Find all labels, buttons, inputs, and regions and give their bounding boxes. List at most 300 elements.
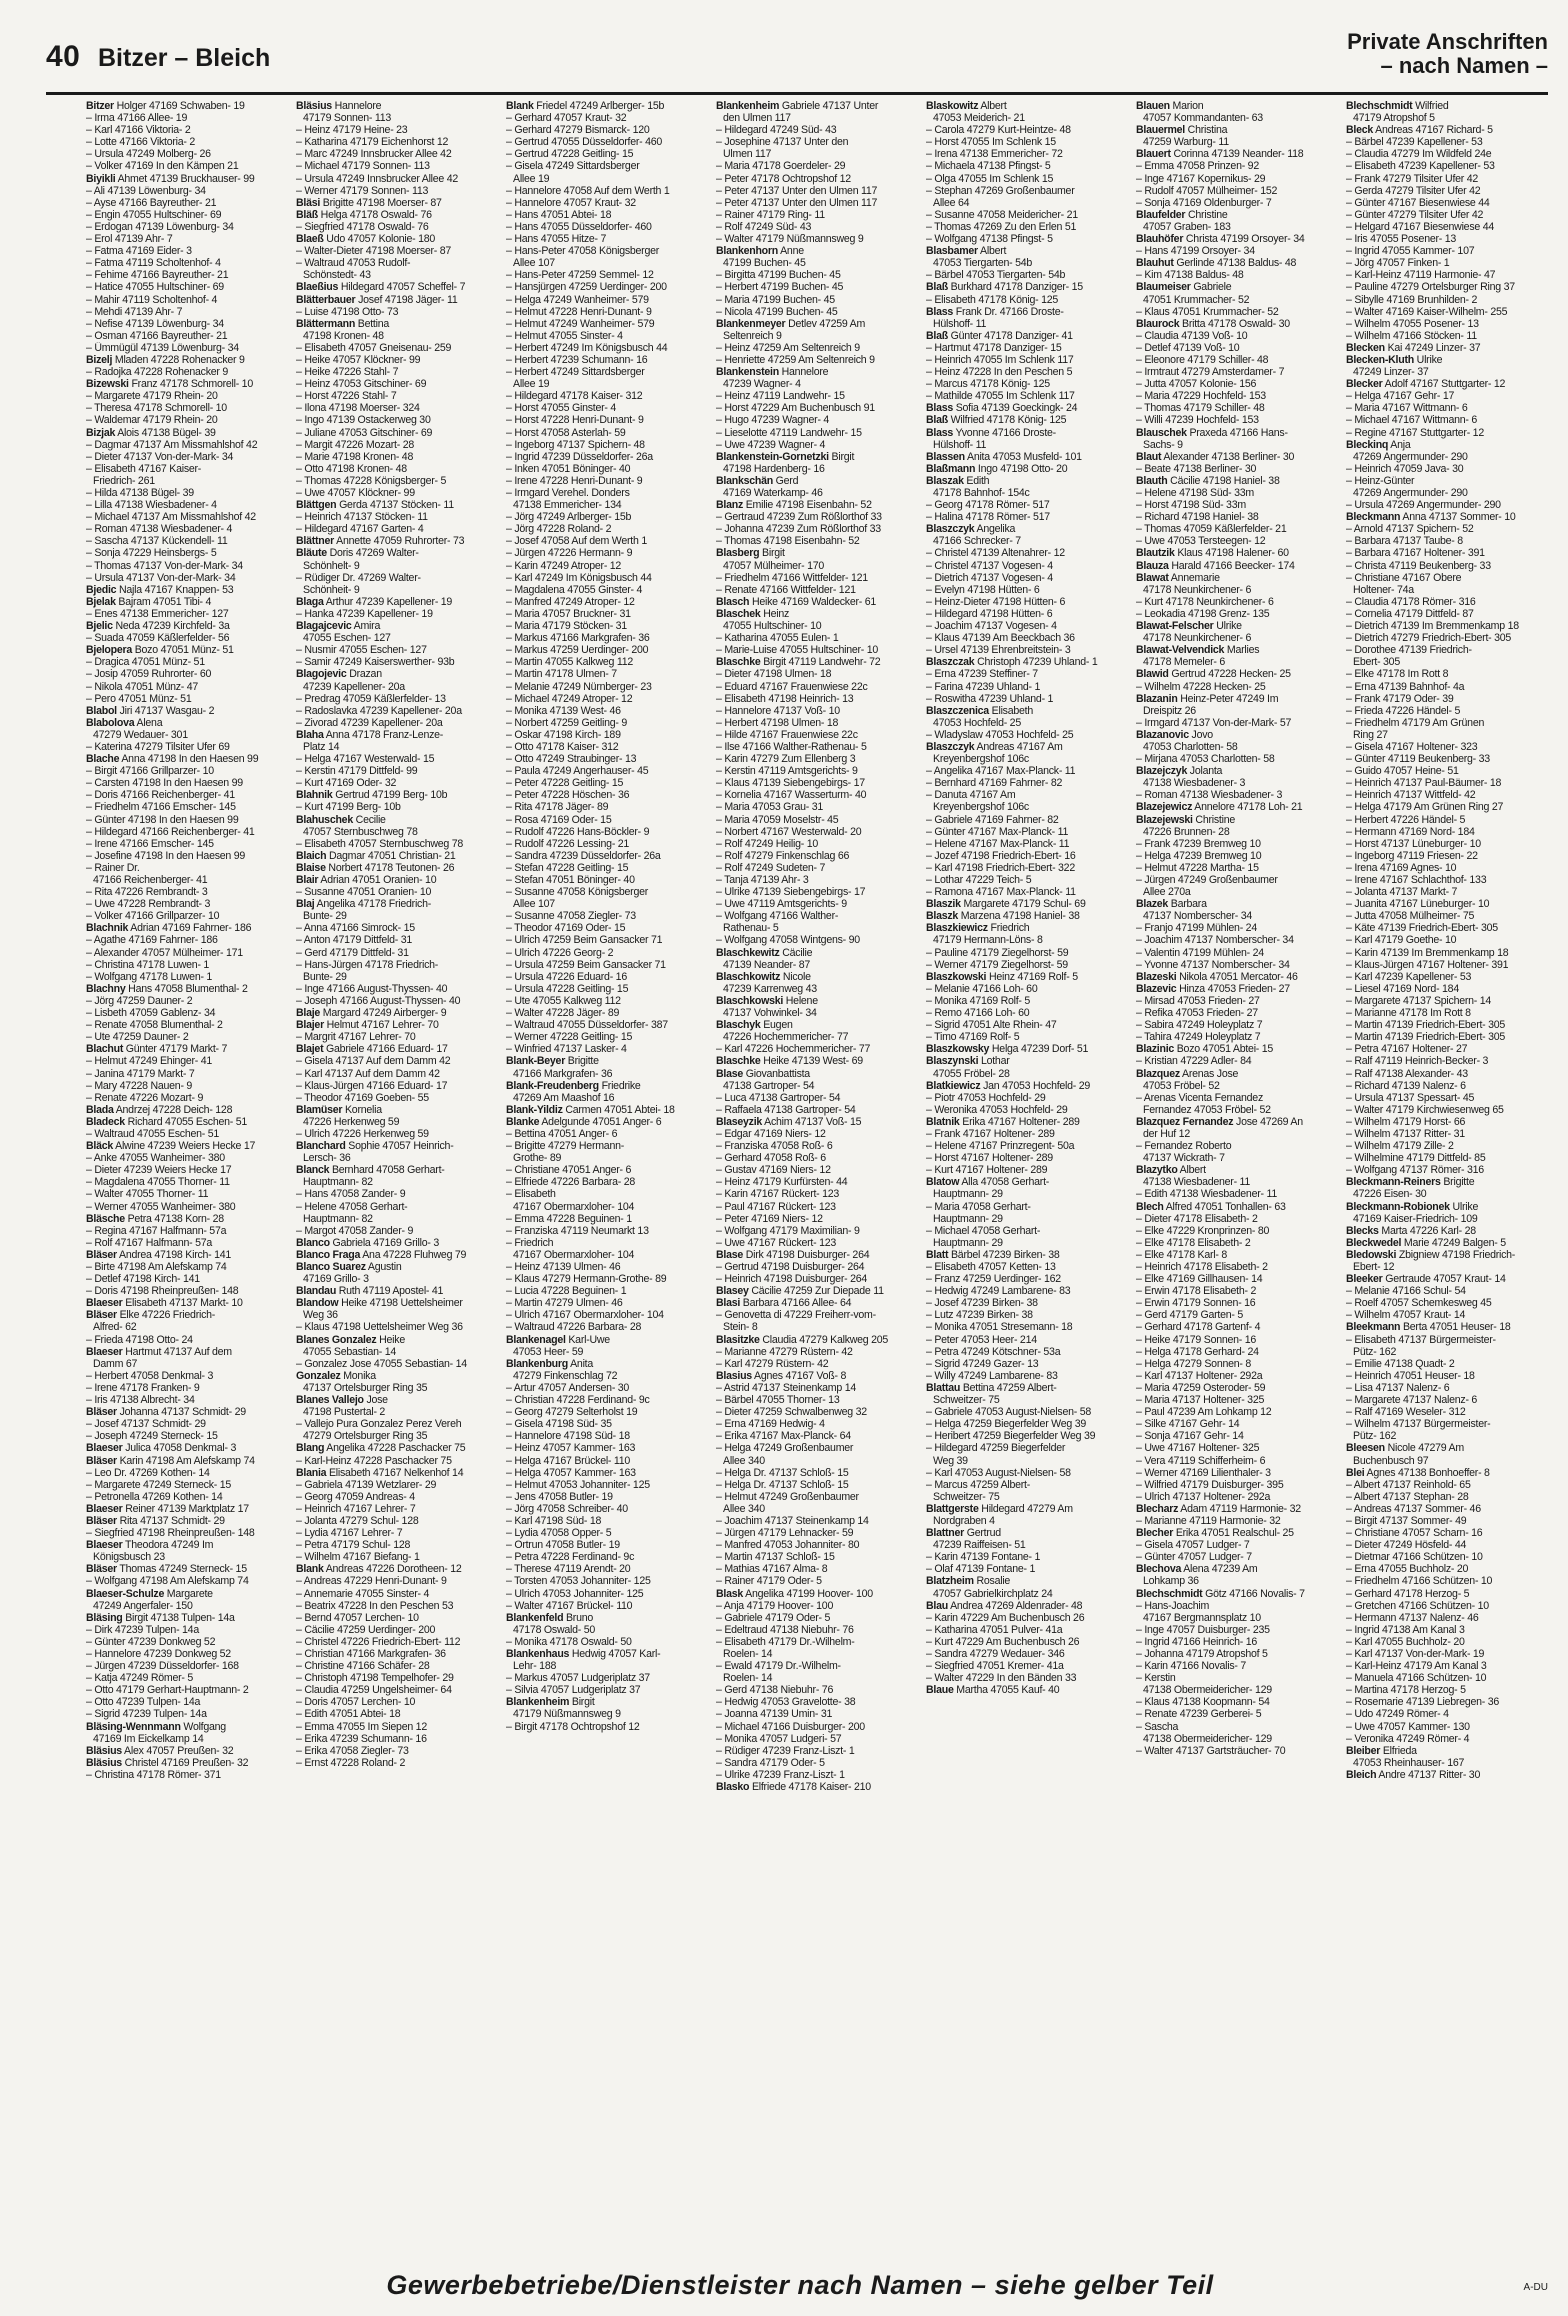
entry-details: – Wolfgang 47198 Am Alefskamp 74: [86, 1575, 249, 1588]
entry-details: – Claudia 47178 Römer- 316: [1346, 595, 1476, 608]
entry-details: Hedwig 47057 Karl-: [569, 1648, 661, 1660]
directory-entry: [1346, 959, 1546, 971]
entry-details: – Kurt 47167 Holtener- 289: [926, 1164, 1048, 1177]
directory-entry: [506, 1515, 706, 1527]
entry-details: – Uwe 47167 Holtener- 325: [1136, 1442, 1260, 1455]
entry-details: Annette 47059 Ruhrorter- 73: [334, 535, 465, 548]
entry-details: – Christina 47178 Römer- 371: [86, 1768, 221, 1781]
directory-entry: [1346, 1382, 1546, 1394]
entry-details: Birgit 47138 Tulpen- 14a: [122, 1611, 235, 1624]
entry-details: Ruth 47119 Apostel- 41: [336, 1285, 444, 1298]
directory-entry: [1346, 1309, 1546, 1321]
directory-entry: [716, 1285, 916, 1297]
directory-entry: [86, 1684, 286, 1696]
entry-details: – Thomas 47269 Zu den Erlen 51: [926, 220, 1077, 233]
directory-column-7: [1346, 100, 1546, 2260]
directory-entry: [1136, 1394, 1336, 1406]
entry-surname: Blaeser: [86, 1297, 123, 1310]
directory-entry: [1346, 1140, 1546, 1152]
directory-entry: [926, 173, 1126, 185]
entry-details: – Uwe 47119 Amtsgerichts- 9: [716, 898, 847, 911]
entry-details: Angelika 47178 Friedrich-: [314, 898, 432, 911]
entry-details: – Hans 47055 Hitze- 7: [506, 233, 607, 246]
directory-entry: [296, 850, 496, 862]
directory-entry: [926, 1104, 1126, 1116]
entry-details: – Horst 47226 Stahl- 7: [296, 390, 397, 403]
directory-entry: [506, 765, 706, 777]
directory-entry: [716, 173, 916, 185]
entry-surname: Blaschkowski: [716, 994, 784, 1007]
entry-details: – Herbert 47249 Sittardsberger: [506, 366, 645, 379]
entry-details: – Friedrich: [506, 1236, 554, 1249]
directory-entry: [296, 354, 496, 366]
directory-entry: [716, 1648, 916, 1660]
entry-details: – Silke 47167 Gehr- 14: [1136, 1418, 1240, 1431]
directory-entry: [296, 269, 496, 281]
directory-entry: [506, 1455, 706, 1467]
entry-details: – Christina 47178 Luwen- 1: [86, 958, 210, 971]
directory-entry: [1346, 1213, 1546, 1225]
directory-entry: [1136, 511, 1336, 523]
entry-details: – Katja 47249 Römer- 5: [86, 1672, 193, 1685]
directory-entry: [86, 1358, 286, 1370]
directory-entry: [506, 233, 706, 245]
directory-entry: [716, 1696, 916, 1708]
entry-details: – Wolfgang 47137 Römer- 316: [1346, 1164, 1484, 1177]
entry-details: – Jozef 47198 Friedrich-Ebert- 16: [926, 849, 1076, 862]
entry-details: Hinza 47053 Frieden- 27: [1176, 982, 1290, 995]
entry-details: – Bärbel 47055 Thorner- 13: [716, 1394, 840, 1407]
entry-surname: Bizelj: [86, 353, 113, 366]
entry-surname: Bläsius: [86, 1744, 122, 1757]
directory-entry: [506, 1588, 706, 1600]
entry-details: – Franz 47259 Uerdinger- 162: [926, 1273, 1061, 1286]
directory-entry: [1346, 1648, 1546, 1660]
entry-details: – Elisabeth 47057 Sternbuschweg 78: [296, 837, 464, 850]
entry-details: Karl-Uwe: [565, 1333, 610, 1346]
entry-surname: Blahuschek: [296, 813, 353, 826]
entry-surname: Blankenburg: [506, 1357, 568, 1370]
directory-entry: [716, 463, 916, 475]
entry-details: – Irena 47169 Agnes- 10: [1346, 861, 1457, 874]
entry-surname: Blattau: [926, 1381, 961, 1394]
entry-details: Amira: [351, 620, 381, 633]
entry-details: – Theodor 47169 Oder- 15: [506, 922, 626, 935]
entry-details: – Mathias 47167 Alma- 8: [716, 1563, 828, 1576]
directory-entry: [296, 390, 496, 402]
entry-details: – Otto 47239 Tulpen- 14a: [86, 1696, 201, 1709]
directory-entry: [926, 1660, 1126, 1672]
entry-details: Weg 36: [303, 1309, 338, 1322]
directory-entry: [296, 1104, 496, 1116]
directory-entry: [86, 1394, 286, 1406]
directory-entry: [86, 1055, 286, 1067]
entry-surname: Blankenmeyer: [716, 317, 786, 330]
directory-entry: [926, 777, 1126, 789]
directory-entry: [1346, 197, 1546, 209]
directory-entry: [296, 1128, 496, 1140]
entry-details: – Lisa 47137 Nalenz- 6: [1346, 1381, 1450, 1394]
directory-entry: [506, 366, 706, 378]
directory-entry: [86, 402, 286, 414]
directory-entry: [1346, 245, 1546, 257]
entry-details: – Detlef 47198 Kirch- 141: [86, 1273, 200, 1286]
directory-entry: [296, 1358, 496, 1370]
directory-entry: [716, 838, 916, 850]
entry-surname: Blaß: [926, 329, 948, 342]
entry-details: 47057 Kommandanten- 63: [1143, 112, 1263, 125]
entry-details: – Waltraud 47055 Eschen- 51: [86, 1127, 220, 1140]
directory-entry: [716, 934, 916, 946]
entry-details: – Marianne 47279 Rüstern- 42: [716, 1345, 853, 1358]
entry-details: – Hildegard 47259 Biegerfelder: [926, 1442, 1066, 1455]
entry-details: – Erna 47239 Steffiner- 7: [926, 668, 1038, 681]
directory-entry: [1136, 451, 1336, 463]
directory-entry: [716, 306, 916, 318]
directory-entry: [86, 112, 286, 124]
directory-entry: [1346, 668, 1546, 680]
directory-entry: [926, 427, 1126, 439]
directory-entry: [86, 1672, 286, 1684]
directory-entry: [1346, 173, 1546, 185]
entry-details: Adam 47119 Harmonie- 32: [1178, 1502, 1301, 1515]
entry-details: Lohkamp 36: [1143, 1575, 1199, 1588]
entry-surname: Bleckmann: [1346, 511, 1401, 524]
entry-details: Lothar: [978, 1055, 1010, 1068]
entry-details: – Eleonore 47179 Schiller- 48: [1136, 353, 1269, 366]
directory-entry: [506, 342, 706, 354]
directory-entry: [296, 1708, 496, 1720]
entry-surname: Bleesen: [1346, 1442, 1385, 1455]
directory-entry: [1346, 1708, 1546, 1720]
entry-details: – Maria 47137 Holtener- 325: [1136, 1394, 1265, 1407]
directory-entry: [296, 644, 496, 656]
directory-entry: [296, 1442, 496, 1454]
directory-entry: [1136, 850, 1336, 862]
directory-entry: [86, 656, 286, 668]
directory-entry: [296, 185, 496, 197]
entry-details: – Franjo 47199 Mühlen- 24: [1136, 922, 1257, 935]
entry-details: – Albert 47137 Stephan- 28: [1346, 1490, 1469, 1503]
directory-entry: [926, 620, 1126, 632]
entry-details: Harald 47166 Beecker- 174: [1168, 559, 1295, 572]
directory-entry: [296, 1043, 496, 1055]
directory-entry: [1136, 789, 1336, 801]
entry-details: – Peter 47228 Geitling- 15: [506, 777, 624, 790]
directory-entry: [716, 209, 916, 221]
entry-details: 47169 Grillo- 3: [303, 1273, 369, 1286]
directory-entry: [926, 1273, 1126, 1285]
directory-entry: [86, 789, 286, 801]
entry-details: – Rudolf 47226 Lessing- 21: [506, 837, 630, 850]
directory-entry: [506, 1201, 706, 1213]
entry-surname: Blauhöfer: [1136, 233, 1184, 246]
directory-entry: [1346, 1007, 1546, 1019]
entry-surname: Bjelic: [86, 620, 113, 633]
directory-entry: [86, 1031, 286, 1043]
directory-entry: [86, 1551, 286, 1563]
entry-details: – Bärbel 47053 Tiergarten- 54b: [926, 269, 1066, 282]
entry-details: – Katharina 47055 Eulen- 1: [716, 632, 839, 645]
directory-entry: [506, 1660, 706, 1672]
entry-details: – Christiane 47167 Obere: [1346, 571, 1462, 584]
entry-surname: Blase: [716, 1248, 744, 1261]
directory-entry: [1346, 1430, 1546, 1442]
directory-entry: [86, 922, 286, 934]
entry-surname: Blazquez Fernandez: [1136, 1115, 1234, 1128]
directory-entry: [926, 959, 1126, 971]
entry-details: Monika: [340, 1369, 376, 1382]
directory-entry: [296, 753, 496, 765]
entry-details: – Helmut 47055 Sinster- 4: [506, 329, 623, 342]
entry-details: Johanna 47137 Schmidt- 29: [116, 1406, 246, 1419]
directory-entry: [716, 656, 916, 668]
directory-entry: [1346, 1479, 1546, 1491]
entry-details: – Melanie 47166 Schul- 54: [1346, 1285, 1466, 1298]
entry-details: Anita 47053 Musfeld- 101: [964, 450, 1082, 463]
directory-entry: [926, 354, 1126, 366]
entry-details: – Elisabeth 47198 Heinrich- 13: [716, 692, 854, 705]
entry-details: – Ingrid 47166 Heinrich- 16: [1136, 1635, 1258, 1648]
directory-entry: [716, 414, 916, 426]
entry-details: – Uwe 47228 Rembrandt- 3: [86, 898, 211, 911]
directory-entry: [506, 1721, 706, 1733]
entry-details: – Gertraud 47239 Zum Rößlorthof 33: [716, 511, 882, 524]
directory-entry: [716, 1382, 916, 1394]
directory-entry: [1136, 209, 1336, 221]
directory-entry: [506, 886, 706, 898]
entry-details: Christel 47169 Preußen- 32: [121, 1756, 249, 1769]
directory-entry: [716, 499, 916, 511]
directory-entry: [506, 1346, 706, 1358]
entry-details: Sophie 47057 Heinrich-: [345, 1140, 454, 1153]
entry-details: Erika 47051 Realschul- 25: [1173, 1527, 1294, 1540]
entry-details: – Herbert 47058 Denkmal- 3: [86, 1369, 214, 1382]
entry-surname: Blass: [926, 426, 954, 439]
directory-entry: [296, 814, 496, 826]
directory-entry: [1136, 1430, 1336, 1442]
entry-details: – Jörg 47228 Roland- 2: [506, 523, 612, 536]
entry-surname: Blechova: [1136, 1563, 1182, 1576]
directory-entry: [1346, 1092, 1546, 1104]
directory-entry: [86, 1418, 286, 1430]
entry-surname: Blecharz: [1136, 1502, 1179, 1515]
directory-entry: [926, 1140, 1126, 1152]
entry-details: – Evelyn 47198 Hütten- 6: [926, 583, 1040, 596]
directory-entry: [506, 124, 706, 136]
entry-details: – Dieter 47137 Von-der-Mark- 34: [86, 450, 234, 463]
directory-entry: [716, 668, 916, 680]
directory-entry: [1346, 342, 1546, 354]
entry-details: – Lydia 47167 Lehrer- 7: [296, 1527, 403, 1540]
entry-details: – Ursula 47226 Eduard- 16: [506, 970, 627, 983]
directory-entry: [1346, 596, 1546, 608]
directory-entry: [716, 765, 916, 777]
entry-details: – Paula 47249 Angerhauser- 45: [506, 765, 649, 778]
entry-surname: Blazejczyk: [1136, 765, 1188, 778]
entry-details: 47138 Obermeidericher- 129: [1143, 1732, 1272, 1745]
entry-details: – Piotr 47053 Hochfeld- 29: [926, 1091, 1046, 1104]
entry-details: 47167 Bergmannsplatz 10: [1143, 1611, 1261, 1624]
directory-entry: [1346, 1055, 1546, 1067]
directory-entry: [296, 1092, 496, 1104]
entry-details: Margard 47249 Airberger- 9: [320, 1007, 447, 1020]
entry-details: – Dietrich 47139 Im Bremmenkamp 18: [1346, 620, 1519, 633]
entry-details: – Ortrun 47058 Butler- 19: [506, 1539, 620, 1552]
directory-entry: [1346, 705, 1546, 717]
directory-entry: [1136, 1745, 1336, 1757]
directory-entry: [716, 1467, 916, 1479]
directory-entry: [1346, 511, 1546, 523]
directory-entry: [1346, 717, 1546, 729]
directory-entry: [1136, 1406, 1336, 1418]
directory-entry: [926, 1430, 1126, 1442]
entry-details: Allee 107: [513, 257, 555, 270]
directory-entry: [506, 209, 706, 221]
directory-entry: [926, 801, 1126, 813]
entry-surname: Blank-Yildiz: [506, 1103, 563, 1116]
entry-details: – Rüdiger 47239 Franz-Liszt- 1: [716, 1744, 855, 1757]
directory-entry: [506, 910, 706, 922]
directory-entry: [926, 1394, 1126, 1406]
directory-entry: [926, 947, 1126, 959]
directory-entry: [716, 1080, 916, 1092]
entry-surname: Blaszkowsky: [926, 1043, 990, 1056]
entry-details: Ulrike: [1449, 1200, 1479, 1213]
directory-entry: [1136, 1721, 1336, 1733]
entry-details: – Käte 47139 Friedrich-Ebert- 305: [1346, 922, 1498, 935]
entry-details: – Walter 47167 Brückel- 110: [506, 1599, 633, 1612]
entry-details: – Sigrid 47249 Gazer- 13: [926, 1357, 1039, 1370]
directory-entry: [716, 487, 916, 499]
entry-details: 47053 Fröbel- 52: [1143, 1079, 1220, 1092]
entry-details: – Barbara 47137 Taube- 8: [1346, 535, 1463, 548]
entry-details: – Heike 47057 Klöckner- 99: [296, 353, 421, 366]
entry-details: – Claudia 47279 Im Wildfeld 24e: [1346, 148, 1492, 161]
directory-entry: [1346, 644, 1546, 656]
directory-entry: [926, 233, 1126, 245]
directory-entry: [716, 862, 916, 874]
entry-details: 47137 Ortelsburger Ring 35: [303, 1381, 428, 1394]
directory-entry: [1346, 910, 1546, 922]
directory-entry: [296, 1007, 496, 1019]
entry-details: Gertrud 47199 Berg- 10b: [332, 789, 448, 802]
entry-details: – Hugo 47239 Wagner- 4: [716, 414, 830, 427]
entry-details: – Horst 47229 Am Buchenbusch 91: [716, 402, 875, 415]
entry-details: – Wilhelm 47137 Ritter- 31: [1346, 1127, 1465, 1140]
entry-details: den Ulmen 117: [723, 112, 791, 125]
directory-entry: [1346, 1128, 1546, 1140]
entry-details: – Hannelore 47058 Auf dem Werth 1: [506, 184, 670, 197]
entry-details: – Erna 47169 Hedwig- 4: [716, 1418, 825, 1431]
entry-details: Roelen- 14: [723, 1672, 773, 1685]
entry-details: Richard 47055 Eschen- 51: [124, 1115, 248, 1128]
entry-details: – Herbert 47199 Buchen- 45: [716, 281, 844, 294]
directory-entry: [1346, 1225, 1546, 1237]
directory-entry: [506, 390, 706, 402]
entry-details: – Margarete 47249 Sterneck- 15: [86, 1478, 232, 1491]
directory-entry: [1136, 1068, 1336, 1080]
directory-entry: [1346, 451, 1546, 463]
directory-entry: [506, 644, 706, 656]
entry-surname: Blankenstein: [716, 366, 779, 379]
entry-details: – Karl 47137 Holtener- 292a: [1136, 1369, 1263, 1382]
entry-details: Marlies: [1224, 644, 1260, 657]
entry-details: Giovanbattista: [743, 1067, 810, 1080]
entry-surname: Blagojevic: [296, 668, 347, 681]
directory-entry: [296, 1201, 496, 1213]
entry-details: 47226 Brunnen- 28: [1143, 825, 1230, 838]
entry-details: – Karl-Heinz 47119 Harmonie- 47: [1346, 269, 1496, 282]
entry-details: – Ulrich 47053 Johanniter- 125: [506, 1587, 644, 1600]
entry-details: Frank Dr. 47166 Droste-: [953, 305, 1064, 318]
directory-entry: [1136, 1563, 1336, 1575]
entry-details: – Jörg 47249 Arlberger- 15b: [506, 511, 632, 524]
directory-entry: [296, 1575, 496, 1587]
directory-entry: [926, 463, 1126, 475]
directory-entry: [1346, 463, 1546, 475]
directory-entry: [716, 1055, 916, 1067]
directory-entry: [296, 1225, 496, 1237]
entry-details: – Helga 47239 Bremweg 10: [1136, 849, 1262, 862]
entry-details: – Otto 47249 Straubinger- 13: [506, 753, 637, 766]
entry-details: Alena 47239 Am: [1181, 1563, 1258, 1576]
entry-details: Albert: [978, 100, 1007, 112]
entry-details: Hans 47058 Blumenthal- 2: [125, 982, 248, 995]
entry-details: Christa 47199 Orsoyer- 34: [1183, 233, 1305, 246]
directory-entry: [296, 414, 496, 426]
entry-surname: Blankenheim: [506, 1696, 570, 1709]
directory-entry: [926, 281, 1126, 293]
directory-entry: [86, 330, 286, 342]
entry-details: Holger 47169 Schwaben- 19: [113, 100, 245, 112]
directory-entry: [86, 233, 286, 245]
entry-details: – Doris 47166 Reichenberger- 41: [86, 789, 235, 802]
directory-entry: [716, 1309, 916, 1321]
entry-details: – Raffaela 47138 Gartroper- 54: [716, 1103, 856, 1116]
directory-entry: [1346, 221, 1546, 233]
entry-surname: Blasbamer: [926, 245, 978, 258]
directory-entry: [1136, 947, 1336, 959]
entry-details: Ebert- 12: [1353, 1261, 1395, 1273]
directory-entry: [506, 1007, 706, 1019]
directory-entry: [1346, 1273, 1546, 1285]
entry-surname: Blatt: [926, 1248, 949, 1261]
entry-details: – Dragica 47051 Münz- 51: [86, 656, 205, 669]
entry-surname: Blankschän: [716, 474, 773, 487]
entry-details: – Helga 47179 Am Grünen Ring 27: [1346, 801, 1504, 814]
directory-entry: [1346, 1757, 1546, 1769]
entry-details: – Elisabeth 47167 Kaiser-: [86, 462, 202, 475]
entry-details: – Marianne 47178 Im Rott 8: [1346, 1007, 1471, 1020]
entry-details: 47279 Ortelsburger Ring 35: [303, 1430, 428, 1443]
directory-entry: [86, 221, 286, 233]
directory-entry: [506, 1503, 706, 1515]
directory-entry: [296, 1019, 496, 1031]
directory-entry: [716, 910, 916, 922]
entry-surname: Blawat: [1136, 571, 1169, 584]
directory-entry: [1136, 1696, 1336, 1708]
entry-surname: Blabol: [86, 704, 117, 717]
entry-details: – Otto 47198 Kronen- 48: [296, 462, 407, 475]
entry-surname: Blass: [926, 402, 954, 415]
entry-surname: Bleeker: [1346, 1273, 1383, 1286]
entry-details: – Wolfgang 47058 Wintgens- 90: [716, 934, 860, 947]
entry-details: – Sonja 47169 Oldenburger- 7: [1136, 196, 1272, 209]
entry-details: – Tanja 47139 Ahr- 3: [716, 874, 809, 886]
entry-details: 47179 Sonnen- 113: [303, 112, 392, 125]
entry-details: Adrian 47169 Fahrner- 186: [128, 922, 252, 935]
